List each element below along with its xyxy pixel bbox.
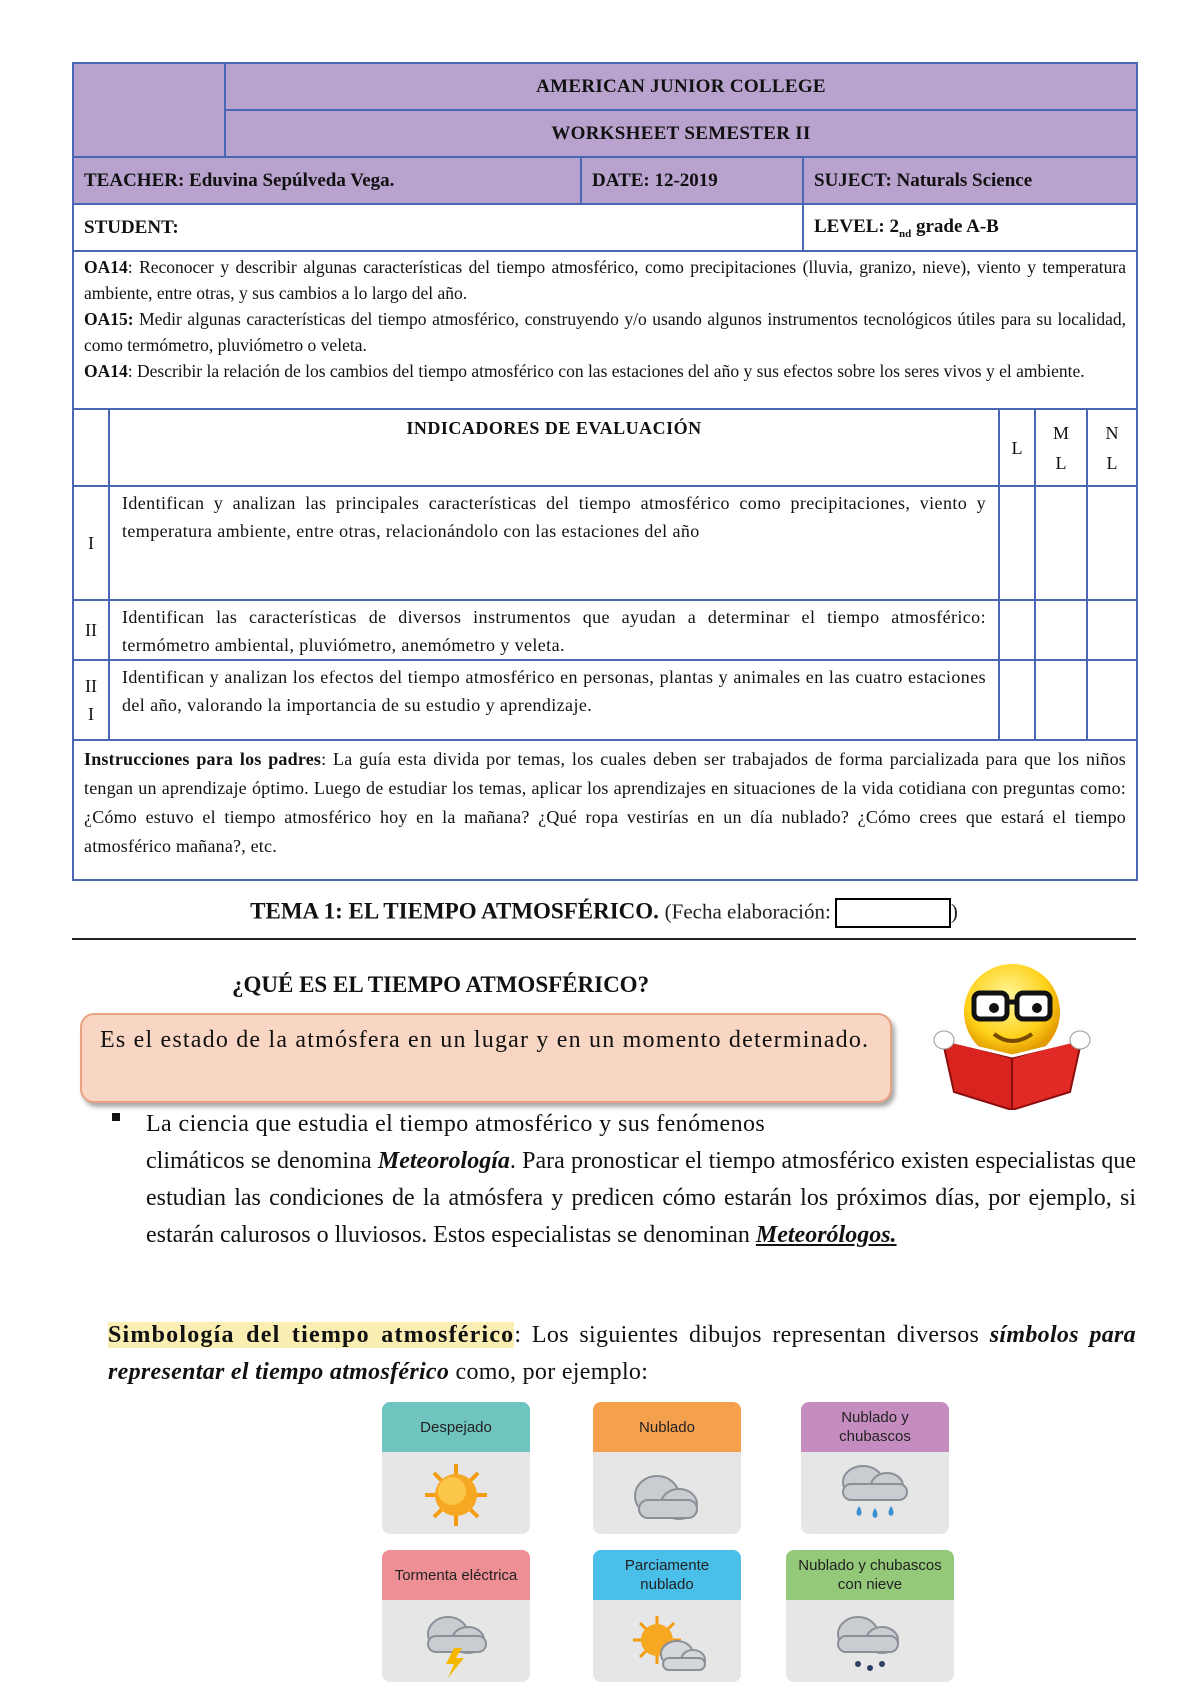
indicator-num-header xyxy=(73,409,109,486)
worksheet-header-table xyxy=(72,62,1138,881)
storm-icon xyxy=(382,1604,530,1682)
weather-card-nublado xyxy=(593,1402,741,1534)
student-label: STUDENT: xyxy=(84,216,179,238)
date-cell xyxy=(581,157,803,204)
col-nl-header: N L xyxy=(1087,409,1137,486)
indicator-number: II xyxy=(73,600,109,660)
check-ml[interactable] xyxy=(1035,600,1087,660)
rain-cloud-icon xyxy=(801,1456,949,1534)
check-nl[interactable] xyxy=(1087,660,1137,740)
level-suffix: nd xyxy=(899,227,912,240)
indicator-row xyxy=(73,600,1137,660)
date-made-input[interactable] xyxy=(835,898,951,928)
subject-label: SUJECT: xyxy=(814,169,892,191)
student-cell[interactable] xyxy=(73,204,803,251)
term-meteorologia: Meteorología xyxy=(377,1148,510,1174)
check-nl[interactable] xyxy=(1087,600,1137,660)
indicator-number: II I xyxy=(73,660,109,740)
teacher-cell xyxy=(73,157,581,204)
parent-instructions xyxy=(73,740,1137,880)
level-rest: grade A-B xyxy=(916,215,999,237)
indicator-text: Identifican las características de diversos instrumentos que ayudan a determinar el tiempo atmosférico: termómetro ambiental, pluviómetro, anemómetro y veleta. xyxy=(109,600,999,660)
date-made-label: (Fecha elaboración: xyxy=(664,899,831,924)
level-num: 2 xyxy=(889,215,899,237)
subject-cell xyxy=(803,157,1137,204)
card-label: Nublado y chubascos con nieve xyxy=(786,1550,954,1600)
check-ml[interactable] xyxy=(1035,660,1087,740)
topic-title: TEMA 1: EL TIEMPO ATMOSFÉRICO. xyxy=(250,898,659,924)
definition-box: Es el estado de la atmósfera en un lugar y en un momento determinado. xyxy=(80,1013,892,1103)
subject-value: Naturals Science xyxy=(896,169,1033,191)
check-ml[interactable] xyxy=(1035,486,1087,600)
check-l[interactable] xyxy=(999,600,1035,660)
sun-icon xyxy=(382,1456,530,1534)
teacher-name: Eduvina Sepúlveda Vega. xyxy=(189,169,395,191)
date-value: 12-2019 xyxy=(654,169,718,191)
indicators-title: INDICADORES DE EVALUACIÓN xyxy=(109,409,999,486)
weather-card-tormenta xyxy=(382,1550,530,1682)
card-label: Parciamente nublado xyxy=(593,1550,741,1600)
objectives-cell xyxy=(73,251,1137,409)
worksheet-title: WORKSHEET SEMESTER II xyxy=(225,110,1137,157)
logo-cell xyxy=(73,63,225,157)
teacher-label: TEACHER: xyxy=(84,169,185,191)
check-l[interactable] xyxy=(999,486,1035,600)
weather-card-chubascos xyxy=(801,1402,949,1534)
indicator-text: Identifican y analizan los efectos del tiempo atmosférico en personas, plantas y animales en las cuatro estaciones del año, valorando la importancia de su estudio y aprendizaje. xyxy=(109,660,999,740)
symbology-label: Simbología del tiempo atmosférico xyxy=(108,1322,515,1348)
bullet-icon xyxy=(112,1113,120,1121)
card-label: Nublado xyxy=(593,1402,741,1452)
reading-emoji-icon xyxy=(924,960,1102,1110)
level-label: LEVEL: xyxy=(814,215,885,237)
card-label: Despejado xyxy=(382,1402,530,1452)
indicator-row xyxy=(73,486,1137,600)
indicator-number: I xyxy=(73,486,109,600)
cloud-icon xyxy=(593,1456,741,1534)
card-label: Nublado y chubascos xyxy=(801,1402,949,1452)
objective-item: OA15: Medir algunas características del tiempo atmosférico, construyendo y/o usando algunos instrumentos tecnológicos útiles para su localidad, como termómetro, pluviómetro o veleta. xyxy=(84,309,1126,355)
paragraph-line: La ciencia que estudia el tiempo atmosférico y sus fenómenos xyxy=(146,1111,766,1137)
objective-item: OA14: Reconocer y describir algunas características del tiempo atmosférico, como precipitaciones (lluvia, granizo, nieve), viento y temperatura ambiente, entre otras, y sus cambios a lo largo del año. xyxy=(84,257,1126,303)
paragraph-body: climáticos se denomina Meteorología. Para pronosticar el tiempo atmosférico existen especialistas que estudian las condiciones de la atmósfera y predicen cómo estarán los próximos días, por ejemplo, si estarán calurosos o lluviosos. Estos especialistas se denominan Meteorólogos. xyxy=(146,1148,1136,1248)
weather-card-nieve xyxy=(786,1550,954,1682)
symbology-emphasis: símbolos para representar el tiempo atmosférico xyxy=(108,1322,1136,1385)
instructions-label: Instrucciones para los padres xyxy=(84,749,322,769)
col-ml-header: M L xyxy=(1035,409,1087,486)
check-nl[interactable] xyxy=(1087,486,1137,600)
indicator-row xyxy=(73,660,1137,740)
instructions-text: : La guía esta divida por temas, los cuales deben ser trabajados de forma parcializada para que los niños tengan un aprendizaje óptimo. Luego de estudiar los temas, aplicar los aprendizajes en situaciones de la vida cotidiana con preguntas como: ¿Cómo estuvo el tiempo atmosférico hoy en la mañana? ¿Qué ropa vestirías en un día nublado? ¿Cómo crees que estará el tiempo atmosférico mañana?, etc. xyxy=(84,749,1126,856)
section-question: ¿QUÉ ES EL TIEMPO ATMOSFÉRICO? xyxy=(232,972,650,997)
indicator-text: Identifican y analizan las principales características del tiempo atmosférico como precipitaciones, viento y temperatura ambiente, entre otras, relacionándolo con las estaciones del año xyxy=(109,486,999,600)
weather-card-parcial xyxy=(593,1550,741,1682)
topic-heading: TEMA 1: EL TIEMPO ATMOSFÉRICO. (Fecha elaboración: ) xyxy=(72,898,1136,940)
term-meteorologos: Meteorólogos. xyxy=(755,1222,897,1248)
card-label: Tormenta eléctrica xyxy=(382,1550,530,1600)
school-name: AMERICAN JUNIOR COLLEGE xyxy=(225,63,1137,110)
col-l-header: L xyxy=(999,409,1035,486)
symbology-paragraph: Simbología del tiempo atmosférico: Los siguientes dibujos representan diversos símbolos para representar el tiempo atmosférico como, por ejemplo: xyxy=(108,1322,1136,1385)
objective-item: OA14: Describir la relación de los cambios del tiempo atmosférico con las estaciones del año y sus efectos sobre los seres vivos y el ambiente. xyxy=(84,361,1085,381)
snow-cloud-icon xyxy=(786,1604,954,1682)
partly-cloudy-icon xyxy=(593,1604,741,1682)
meteorology-paragraph xyxy=(112,1106,1136,1254)
level-cell xyxy=(803,204,1137,251)
date-label: DATE: xyxy=(592,169,650,191)
check-l[interactable] xyxy=(999,660,1035,740)
weather-card-despejado xyxy=(382,1402,530,1534)
